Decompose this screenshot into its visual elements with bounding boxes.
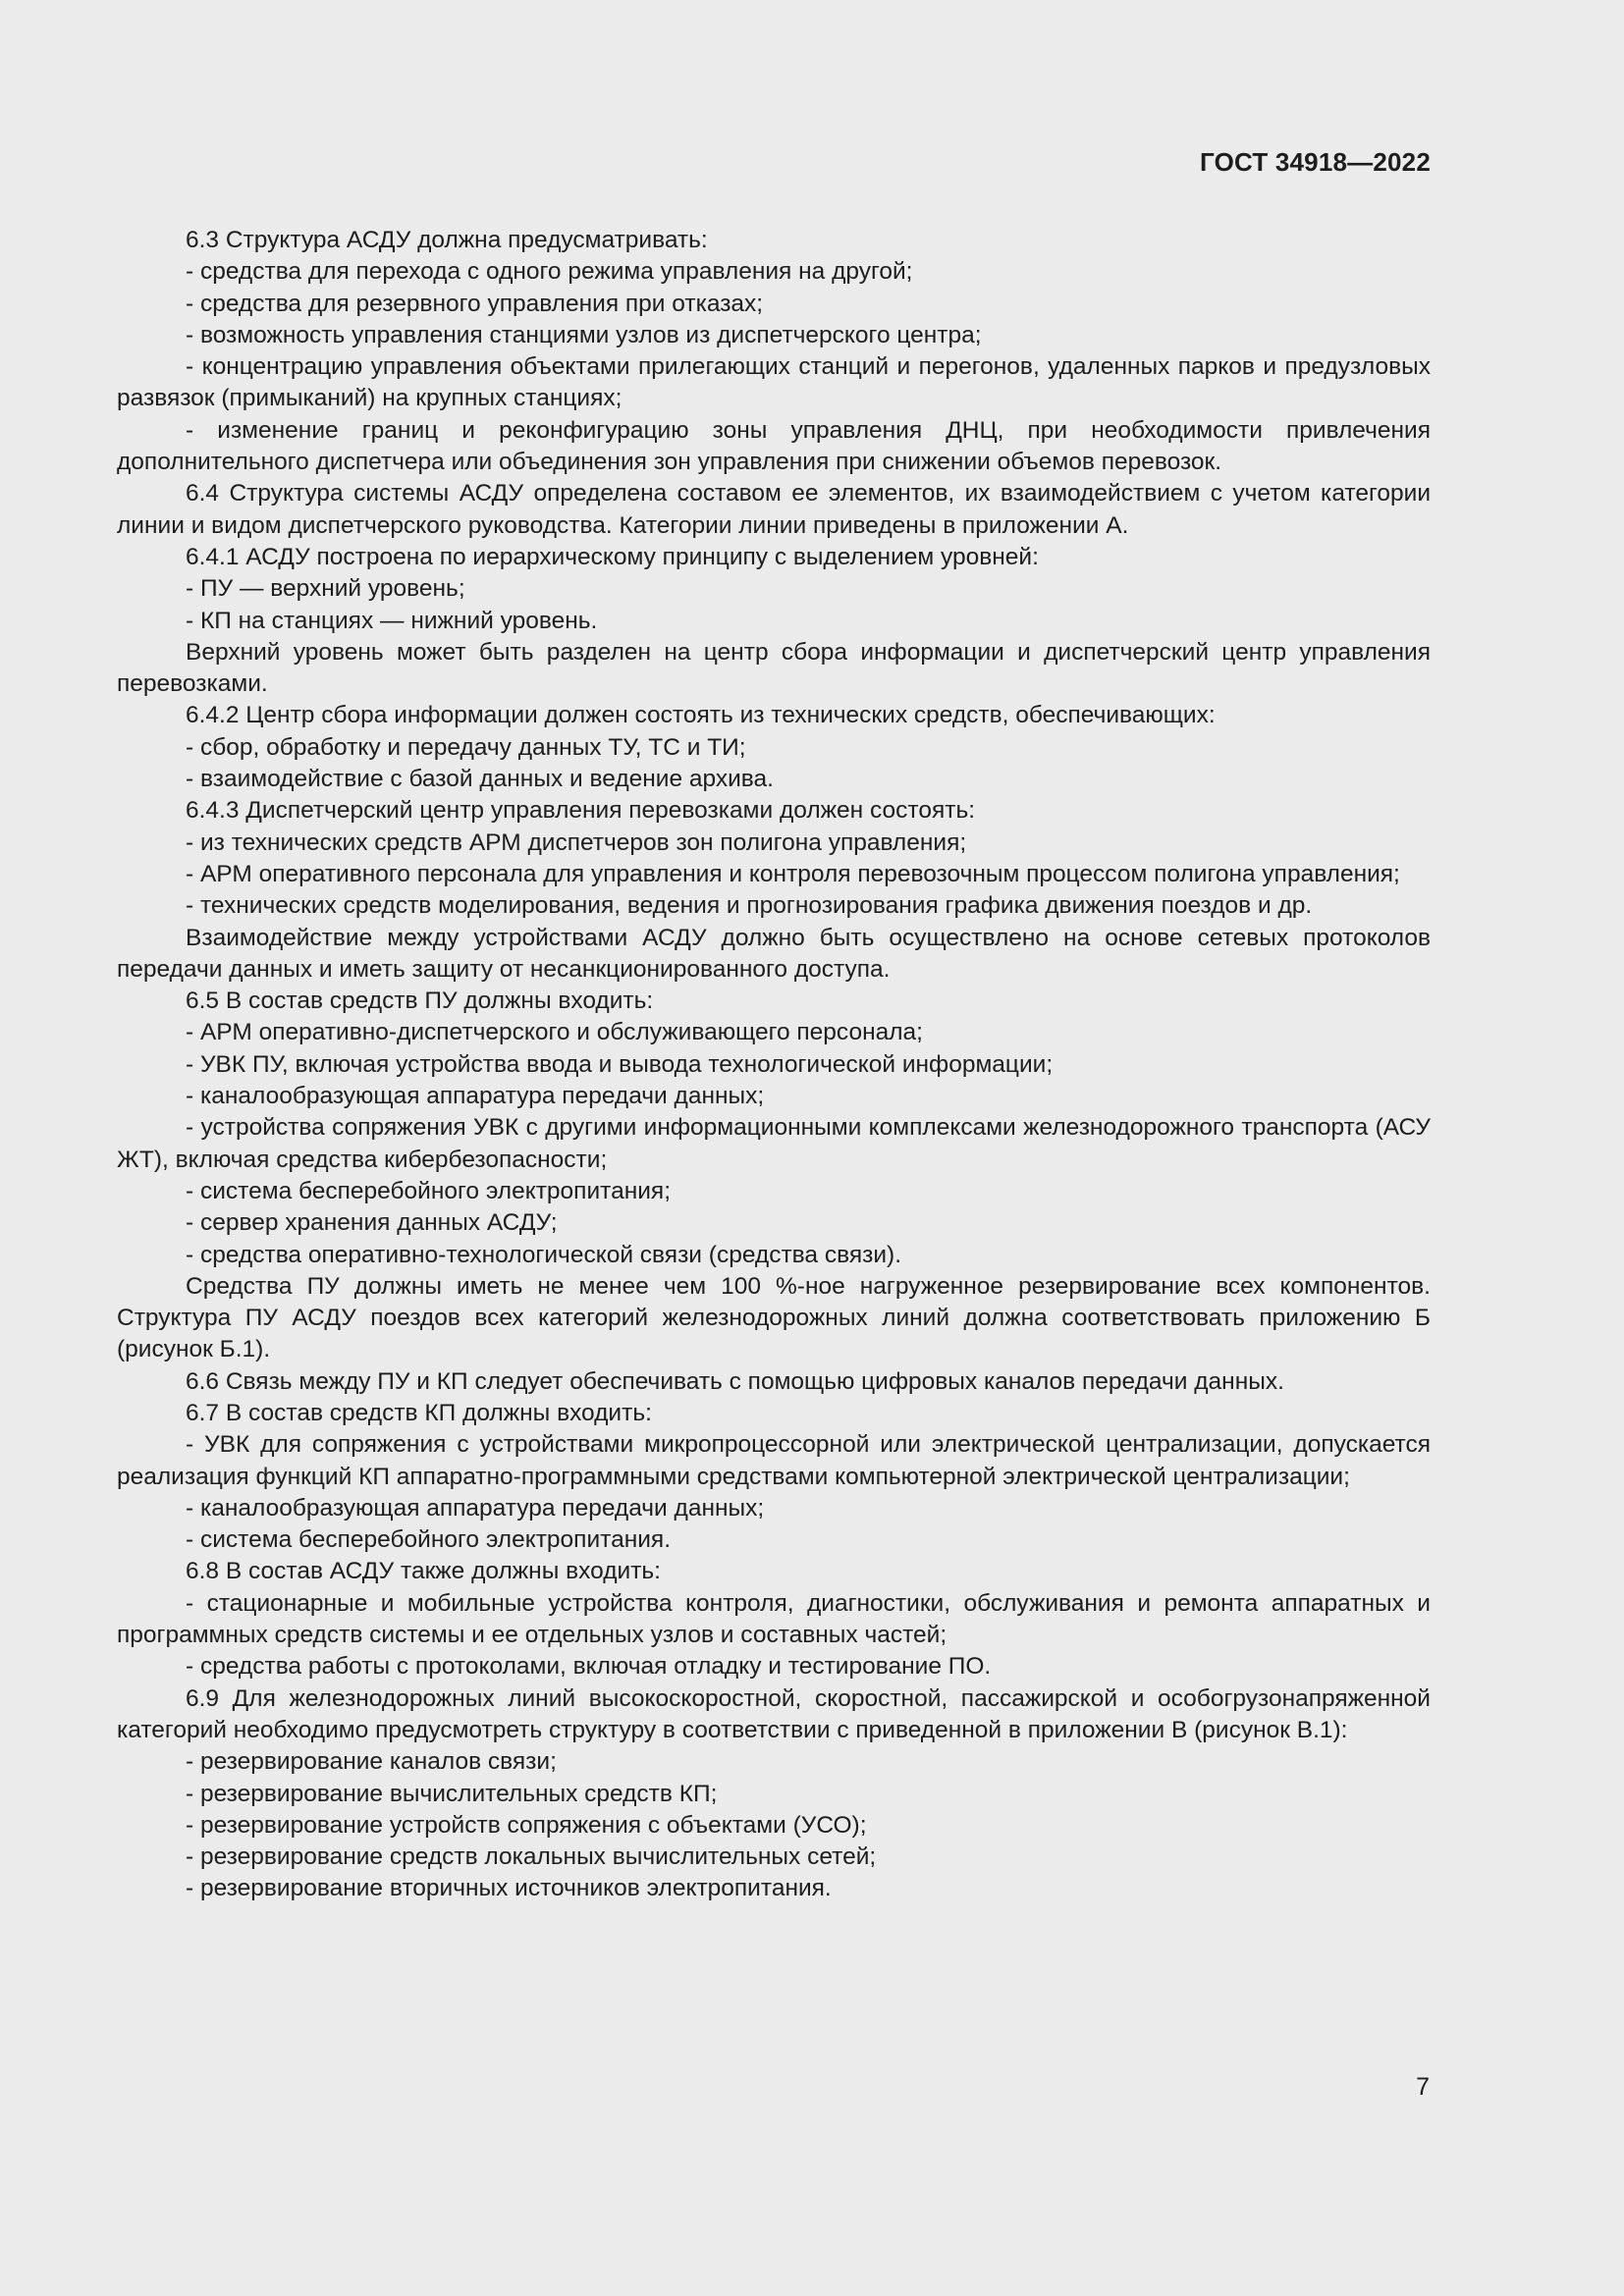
list-item: - система бесперебойного электропитания;: [186, 1177, 671, 1204]
paragraph-text: Взаимодействие между устройствами АСДУ должно быть осуществлено на основе сетевых протоколов передачи данных и иметь защиту от несанкционированного доступа.: [117, 924, 1431, 983]
standard-header: ГОСТ 34918—2022: [1200, 147, 1431, 177]
list-item: - устройства сопряжения УВК с другими информационными комплексами железнодорожного транспорта (АСУ ЖТ), включая средства кибербезопасности;: [117, 1114, 1431, 1173]
list-item: - резервирование вычислительных средств КП;: [186, 1780, 718, 1807]
list-item: - стационарные и мобильные устройства контроля, диагностики, обслуживания и ремонта аппаратных и программных средств системы и ее отдельных узлов и составных частей;: [117, 1589, 1431, 1649]
paragraph-6-5: 6.5 В состав средств ПУ должны входить:: [186, 988, 654, 1015]
paragraph-6-8: 6.8 В состав АСДУ также должны входить:: [186, 1558, 661, 1585]
list-item: - ПУ — верхний уровень;: [186, 575, 465, 603]
list-item: - система бесперебойного электропитания.: [186, 1526, 671, 1554]
list-item: - возможность управления станциями узлов из диспетчерского центра;: [186, 321, 982, 348]
paragraph-6-3: 6.3 Структура АСДУ должна предусматривать:: [186, 227, 708, 253]
paragraph-6-4: 6.4 Структура системы АСДУ определена составом ее элементов, их взаимодействием с учетом категории линии и видом диспетчерского руководства. Категории линии приведены в приложении А.: [117, 480, 1431, 539]
list-item: - резервирование устройств сопряжения с объектами (УСО);: [186, 1811, 867, 1839]
page-number: 7: [1416, 2073, 1430, 2101]
paragraph-6-7: 6.7 В состав средств КП должны входить:: [186, 1399, 652, 1426]
list-item: - резервирование вторичных источников электропитания.: [186, 1875, 832, 1902]
list-item: - резервирование средств локальных вычислительных сетей;: [186, 1843, 877, 1871]
paragraph-6-4-2: 6.4.2 Центр сбора информации должен состоять из технических средств, обеспечивающих:: [186, 702, 1216, 729]
list-item: - технических средств моделирования, ведения и прогнозирования графика движения поездов и др.: [186, 892, 1313, 920]
list-item: - концентрацию управления объектами прилегающих станций и перегонов, удаленных парков и предузловых развязок (примыканий) на крупных станциях;: [117, 353, 1431, 412]
list-item: - средства для перехода с одного режима управления на другой;: [186, 258, 913, 286]
list-item: - каналообразующая аппаратура передачи данных;: [186, 1494, 765, 1522]
paragraph-text: Верхний уровень может быть разделен на центр сбора информации и диспетчерский центр управления перевозками.: [117, 638, 1431, 698]
list-item: - средства для резервного управления при отказах;: [186, 290, 764, 317]
paragraph-6-6: 6.6 Связь между ПУ и КП следует обеспечивать с помощью цифровых каналов передачи данных.: [186, 1367, 1284, 1395]
paragraph-6-4-1: 6.4.1 АСДУ построена по иерархическому принципу с выделением уровней:: [186, 543, 1039, 570]
list-item: - УВК ПУ, включая устройства ввода и вывода технологической информации;: [186, 1050, 1054, 1078]
list-item: - резервирование каналов связи;: [186, 1748, 557, 1776]
list-item: - каналообразующая аппаратура передачи данных;: [186, 1083, 765, 1110]
list-item: - АРМ оперативного персонала для управления и контроля перевозочным процессом полигона управления;: [186, 860, 1400, 887]
list-item: - средства работы с протоколами, включая отладку и тестирование ПО.: [186, 1653, 992, 1681]
list-item: - средства оперативно-технологической связи (средства связи).: [186, 1241, 901, 1268]
list-item: - КП на станциях — нижний уровень.: [186, 607, 598, 634]
list-item: - АРМ оперативно-диспетчерского и обслуживающего персонала;: [186, 1019, 923, 1046]
list-item: - УВК для сопряжения с устройствами микропроцессорной или электрической централизации, допускается реализация функций КП аппаратно-программными средствами компьютерной электрической централизации;: [117, 1431, 1431, 1490]
document-body: [117, 225, 1431, 1905]
list-item: - из технических средств АРМ диспетчеров зон полигона управления;: [186, 828, 967, 856]
paragraph-6-4-3: 6.4.3 Диспетчерский центр управления перевозками должен состоять:: [186, 797, 976, 825]
list-item: - сбор, обработку и передачу данных ТУ, ТС и ТИ;: [186, 733, 746, 761]
paragraph-text: Средства ПУ должны иметь не менее чем 100 %-ное нагруженное резервирование всех компонентов. Структура ПУ АСДУ поездов всех категорий железнодорожных линий должна соответствовать приложению Б (рисунок Б.1).: [117, 1272, 1431, 1363]
paragraph-6-9: 6.9 Для железнодорожных линий высокоскоростной, скоростной, пассажирской и особогрузонапряженной категорий необходимо предусмотреть структуру в соответствии с приведенной в приложении В (рисунок В.1):: [117, 1684, 1431, 1743]
list-item: - взаимодействие с базой данных и ведение архива.: [186, 766, 774, 793]
list-item: - изменение границ и реконфигурацию зоны управления ДНЦ, при необходимости привлечения дополнительного диспетчера или объединения зон управления при снижении объемов перевозок.: [117, 416, 1431, 476]
list-item: - сервер хранения данных АСДУ;: [186, 1209, 558, 1237]
